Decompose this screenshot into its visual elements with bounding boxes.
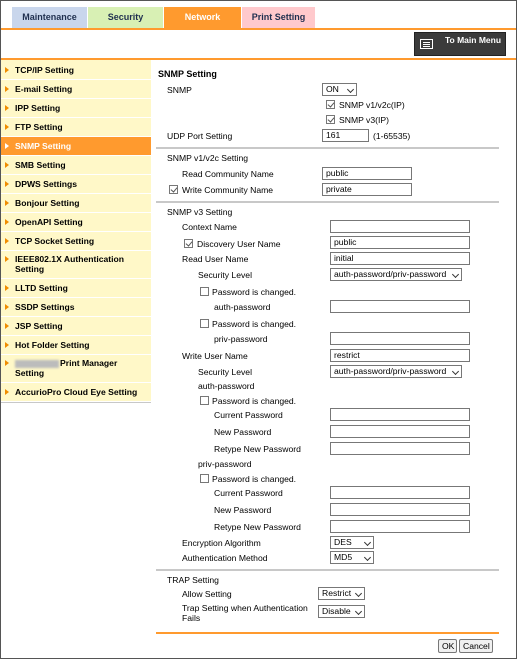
page-title: SNMP Setting [158,69,217,79]
sidebar-item-lltd[interactable]: LLTD Setting [1,279,151,298]
sidebar-item-tcp-socket[interactable]: TCP Socket Setting [1,232,151,251]
arrow-right-icon [5,124,9,130]
allow-setting-select[interactable]: Restrict [318,587,365,600]
write-security-level-select[interactable]: auth-password/priv-password [330,365,462,378]
menu-list-icon [420,39,433,49]
retype-password-label: Retype New Password [214,522,301,532]
arrow-right-icon [5,285,9,291]
discovery-user-checkbox[interactable] [184,239,193,248]
write-priv-current-password-input[interactable] [330,486,470,499]
chevron-down-icon [355,608,362,615]
arrow-right-icon [5,105,9,111]
section-divider [156,147,499,149]
read-auth-password-changed-checkbox[interactable] [200,287,209,296]
sidebar [1,60,151,403]
current-password-label: Current Password [214,488,283,498]
ok-button[interactable]: OK [438,639,457,653]
read-community-input[interactable]: public [322,167,412,180]
sidebar-item-print-manager-label: Print Manager Setting [15,358,118,378]
read-priv-password-changed-checkbox[interactable] [200,319,209,328]
arrow-right-icon [5,86,9,92]
auth-method-label: Authentication Method [182,553,268,563]
redacted-text [15,360,59,368]
sidebar-item-bonjour[interactable]: Bonjour Setting [1,194,151,213]
write-user-label: Write User Name [182,351,248,361]
snmp-v1v2c-label: SNMP v1/v2c(IP) [339,100,405,110]
arrow-right-icon [5,219,9,225]
footer-divider [156,632,499,634]
sidebar-item-snmp[interactable]: SNMP Setting [1,137,151,156]
priv-password-label: priv-password [214,334,268,344]
context-name-input[interactable] [330,220,470,233]
v1v2c-heading: SNMP v1/v2c Setting [167,153,249,163]
arrow-right-icon [5,162,9,168]
snmp-label: SNMP [167,85,192,95]
arrow-right-icon [5,342,9,348]
password-changed-label: Password is changed. [212,287,297,297]
chevron-down-icon [355,590,362,597]
cancel-button[interactable]: Cancel [459,639,493,653]
udp-port-label: UDP Port Setting [167,131,233,141]
tab-print-setting[interactable]: Print Setting [242,7,316,28]
sidebar-item-print-manager[interactable] [1,355,151,383]
read-security-level-select[interactable]: auth-password/priv-password [330,268,462,281]
chevron-down-icon [452,271,459,278]
sidebar-item-jsp[interactable]: JSP Setting [1,317,151,336]
write-auth-retype-password-input[interactable] [330,442,470,455]
sidebar-item-ieee8021x[interactable]: IEEE802.1X Authentication Setting [1,251,151,279]
arrow-right-icon [5,304,9,310]
write-auth-password-changed-checkbox[interactable] [200,396,209,405]
arrow-right-icon [5,323,9,329]
write-community-label: Write Community Name [182,185,274,195]
snmp-select[interactable]: ON [322,83,357,96]
write-community-checkbox[interactable] [169,185,178,194]
arrow-right-icon [5,143,9,149]
udp-port-range: (1-65535) [373,131,411,141]
arrow-right-icon [5,67,9,73]
sidebar-item-ssdp[interactable]: SSDP Settings [1,298,151,317]
new-password-label: New Password [214,505,272,515]
discovery-user-label: Discovery User Name [197,239,281,249]
sidebar-item-dpws[interactable]: DPWS Settings [1,175,151,194]
chevron-down-icon [364,539,371,546]
write-priv-password-changed-checkbox[interactable] [200,474,209,483]
snmp-v3-label: SNMP v3(IP) [339,115,389,125]
write-community-input[interactable]: private [322,183,412,196]
password-changed-label: Password is changed. [212,319,297,329]
encryption-label: Encryption Algorithm [182,538,261,548]
read-user-input[interactable]: initial [330,252,470,265]
sidebar-item-smb[interactable]: SMB Setting [1,156,151,175]
write-auth-new-password-input[interactable] [330,425,470,438]
to-main-menu-button[interactable] [414,32,506,56]
tab-security[interactable]: Security [88,7,164,28]
write-security-level-label: Security Level [198,367,252,377]
trap-heading: TRAP Setting [167,575,219,585]
context-name-label: Context Name [182,222,237,232]
sidebar-item-ipp[interactable]: IPP Setting [1,99,151,118]
arrow-right-icon [5,360,9,366]
write-auth-password-heading: auth-password [198,381,255,391]
chevron-down-icon [364,554,371,561]
sidebar-item-ftp[interactable]: FTP Setting [1,118,151,137]
snmp-v1v2c-checkbox[interactable] [326,100,335,109]
read-auth-password-input[interactable] [330,300,470,313]
write-auth-current-password-input[interactable] [330,408,470,421]
auth-method-select[interactable]: MD5 [330,551,374,564]
tab-network[interactable]: Network [164,7,242,28]
auth-password-label: auth-password [214,302,271,312]
to-main-menu-label: To Main Menu [444,35,502,45]
sidebar-item-accuriopro-cloud-eye[interactable]: AccurioPro Cloud Eye Setting [1,383,151,402]
discovery-user-input[interactable]: public [330,236,470,249]
current-password-label: Current Password [214,410,283,420]
password-changed-label: Password is changed. [212,474,297,484]
snmp-v3-checkbox[interactable] [326,115,335,124]
section-divider [156,201,499,203]
chevron-down-icon [347,86,354,93]
encryption-select[interactable]: DES [330,536,374,549]
read-user-label: Read User Name [182,254,249,264]
v3-heading: SNMP v3 Setting [167,207,233,217]
write-priv-new-password-input[interactable] [330,503,470,516]
retype-password-label: Retype New Password [214,444,301,454]
password-changed-label: Password is changed. [212,396,297,406]
arrow-right-icon [5,256,9,262]
udp-port-input[interactable]: 161 [322,129,369,142]
allow-setting-label: Allow Setting [182,589,232,599]
sidebar-item-tcpip[interactable]: TCP/IP Setting [1,60,151,80]
sidebar-item-hot-folder[interactable]: Hot Folder Setting [1,336,151,355]
section-divider [156,569,499,571]
write-priv-password-heading: priv-password [198,459,252,469]
chevron-down-icon [452,368,459,375]
tab-maintenance[interactable]: Maintenance [12,7,88,28]
read-community-label: Read Community Name [182,169,274,179]
read-priv-password-input[interactable] [330,332,470,345]
write-user-input[interactable]: restrict [330,349,470,362]
arrow-right-icon [5,200,9,206]
arrow-right-icon [5,238,9,244]
read-security-level-label: Security Level [198,270,252,280]
new-password-label: New Password [214,427,272,437]
sidebar-item-openapi[interactable]: OpenAPI Setting [1,213,151,232]
trap-auth-fail-label: Trap Setting when Authentication Fails [182,603,308,623]
arrow-right-icon [5,389,9,395]
arrow-right-icon [5,181,9,187]
trap-auth-fail-select[interactable]: Disable [318,605,365,618]
sidebar-item-email[interactable]: E-mail Setting [1,80,151,99]
tab-underline [1,28,516,30]
write-priv-retype-password-input[interactable] [330,520,470,533]
